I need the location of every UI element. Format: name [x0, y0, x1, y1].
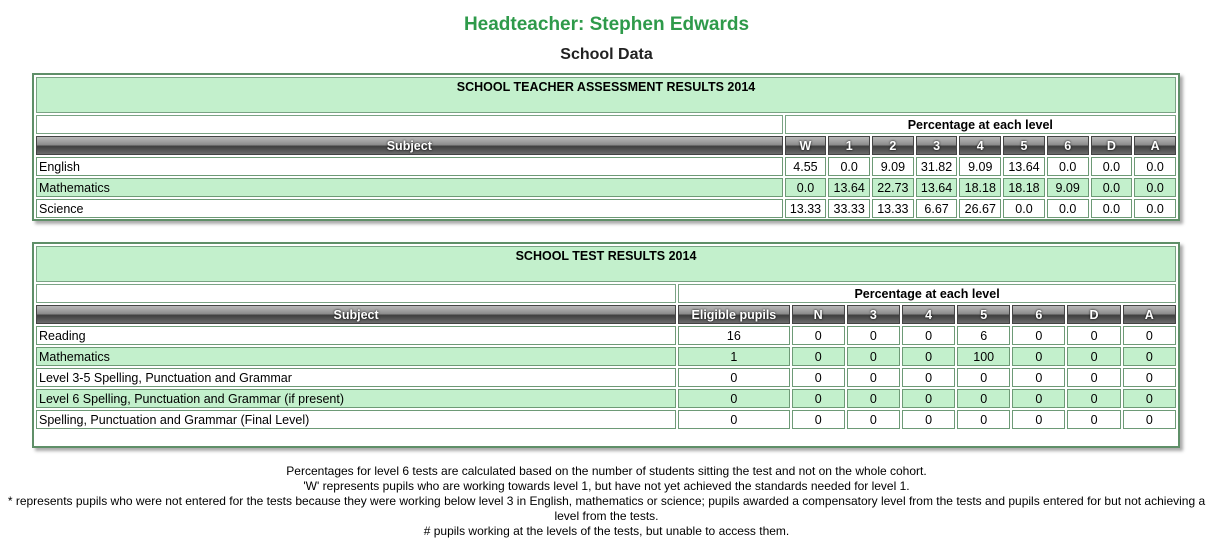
- level-header: 5: [1003, 136, 1045, 155]
- level-header: D: [1067, 305, 1120, 324]
- value-cell: 13.33: [872, 199, 914, 218]
- value-cell: 0: [1067, 326, 1120, 345]
- teacher-assessment-table: [32, 73, 1180, 221]
- eligible-cell: 0: [678, 389, 789, 408]
- value-cell: 0: [1123, 368, 1176, 387]
- subject-cell: Mathematics: [36, 347, 676, 366]
- level-header: A: [1123, 305, 1176, 324]
- value-cell: 0: [957, 410, 1010, 429]
- value-cell: 0.0: [1134, 178, 1176, 197]
- value-cell: 0: [902, 389, 955, 408]
- level-header: 3: [916, 136, 958, 155]
- value-cell: 9.09: [959, 157, 1001, 176]
- value-cell: 0: [902, 368, 955, 387]
- eligible-cell: 0: [678, 368, 789, 387]
- percentage-header: Percentage at each level: [678, 284, 1176, 303]
- value-cell: 0.0: [828, 157, 870, 176]
- footnotes: [0, 464, 1213, 539]
- subject-header: Subject: [36, 136, 783, 155]
- blank-cell: [36, 284, 676, 303]
- blank-cell: [36, 115, 783, 134]
- subject-cell: Level 3-5 Spelling, Punctuation and Grammar: [36, 368, 676, 387]
- subject-cell: Level 6 Spelling, Punctuation and Grammar (if present): [36, 389, 676, 408]
- value-cell: 0: [1067, 410, 1120, 429]
- value-cell: 0: [1123, 326, 1176, 345]
- level-header: 6: [1012, 305, 1065, 324]
- eligible-cell: 1: [678, 347, 789, 366]
- value-cell: 33.33: [828, 199, 870, 218]
- table-row: [36, 178, 1176, 197]
- level-header: 4: [959, 136, 1001, 155]
- value-cell: 0: [847, 326, 900, 345]
- eligible-cell: 0: [678, 410, 789, 429]
- value-cell: 0: [902, 326, 955, 345]
- value-cell: 0: [957, 389, 1010, 408]
- value-cell: 0: [847, 389, 900, 408]
- table-row: [36, 326, 1176, 345]
- value-cell: 0: [1012, 389, 1065, 408]
- table-row: [36, 389, 1176, 408]
- value-cell: 0.0: [1091, 178, 1133, 197]
- value-cell: 13.64: [916, 178, 958, 197]
- level-header: N: [792, 305, 845, 324]
- level-header: 1: [828, 136, 870, 155]
- value-cell: 0: [792, 389, 845, 408]
- table-row: [36, 368, 1176, 387]
- table-row: [36, 199, 1176, 218]
- value-cell: 0: [1012, 326, 1065, 345]
- eligible-cell: 16: [678, 326, 789, 345]
- value-cell: 4.55: [785, 157, 827, 176]
- value-cell: 0: [847, 410, 900, 429]
- value-cell: 0: [792, 410, 845, 429]
- value-cell: 0.0: [1134, 199, 1176, 218]
- table-caption: SCHOOL TEACHER ASSESSMENT RESULTS 2014: [36, 77, 1176, 113]
- level-header: 6: [1047, 136, 1089, 155]
- eligible-header: Eligible pupils: [678, 305, 789, 324]
- level-header: 4: [902, 305, 955, 324]
- value-cell: 0: [1067, 347, 1120, 366]
- level-header: A: [1134, 136, 1176, 155]
- subject-cell: Spelling, Punctuation and Grammar (Final Level): [36, 410, 676, 429]
- subject-cell: Science: [36, 199, 783, 218]
- value-cell: 0: [902, 347, 955, 366]
- value-cell: 0: [792, 368, 845, 387]
- value-cell: 0: [1012, 410, 1065, 429]
- value-cell: 6: [957, 326, 1010, 345]
- value-cell: 13.64: [1003, 157, 1045, 176]
- value-cell: 0: [1012, 347, 1065, 366]
- value-cell: 9.09: [1047, 178, 1089, 197]
- value-cell: 22.73: [872, 178, 914, 197]
- level-header: 5: [957, 305, 1010, 324]
- value-cell: 0: [847, 347, 900, 366]
- value-cell: 0: [1012, 368, 1065, 387]
- value-cell: 0: [847, 368, 900, 387]
- subject-cell: English: [36, 157, 783, 176]
- value-cell: 0.0: [785, 178, 827, 197]
- value-cell: 9.09: [872, 157, 914, 176]
- value-cell: 0: [1123, 347, 1176, 366]
- value-cell: 13.64: [828, 178, 870, 197]
- level-header: W: [785, 136, 827, 155]
- value-cell: 13.33: [785, 199, 827, 218]
- page-title: Headteacher: Stephen Edwards: [463, 14, 750, 35]
- table-row: [36, 157, 1176, 176]
- value-cell: 0: [957, 368, 1010, 387]
- value-cell: 0.0: [1047, 157, 1089, 176]
- value-cell: 0.0: [1047, 199, 1089, 218]
- value-cell: 0: [902, 410, 955, 429]
- value-cell: 18.18: [959, 178, 1001, 197]
- value-cell: 0.0: [1134, 157, 1176, 176]
- value-cell: 0.0: [1091, 199, 1133, 218]
- footnote: # pupils working at the levels of the tests, but unable to access them.: [423, 524, 790, 538]
- level-header: D: [1091, 136, 1133, 155]
- value-cell: 6.67: [916, 199, 958, 218]
- subject-cell: Mathematics: [36, 178, 783, 197]
- value-cell: 0: [1067, 389, 1120, 408]
- test-results-table: [32, 242, 1180, 448]
- value-cell: 18.18: [1003, 178, 1045, 197]
- subject-cell: Reading: [36, 326, 676, 345]
- value-cell: 0: [792, 326, 845, 345]
- footnote: * represents pupils who were not entered for the tests because they were working below level 3 in English, mathematics or science; pupils awarded a compensatory level from the tests and pupils entered for but not achieving a level from the tests.: [7, 494, 1206, 523]
- level-header: 2: [872, 136, 914, 155]
- table-caption: SCHOOL TEST RESULTS 2014: [36, 246, 1176, 282]
- footnote: 'W' represents pupils who are working towards level 1, but have not yet achieved the standards needed for level 1.: [303, 479, 910, 493]
- value-cell: 0: [1123, 410, 1176, 429]
- value-cell: 0: [792, 347, 845, 366]
- value-cell: 100: [957, 347, 1010, 366]
- value-cell: 0.0: [1003, 199, 1045, 218]
- value-cell: 0: [1067, 368, 1120, 387]
- page-subtitle: School Data: [560, 46, 653, 63]
- value-cell: 26.67: [959, 199, 1001, 218]
- table-row: [36, 347, 1176, 366]
- value-cell: 31.82: [916, 157, 958, 176]
- value-cell: 0: [1123, 389, 1176, 408]
- table-row: [36, 410, 1176, 429]
- subject-header: Subject: [36, 305, 676, 324]
- percentage-header: Percentage at each level: [785, 115, 1176, 134]
- value-cell: 0.0: [1091, 157, 1133, 176]
- footnote: Percentages for level 6 tests are calculated based on the number of students sitting the test and not on the whole cohort.: [286, 464, 927, 478]
- level-header: 3: [847, 305, 900, 324]
